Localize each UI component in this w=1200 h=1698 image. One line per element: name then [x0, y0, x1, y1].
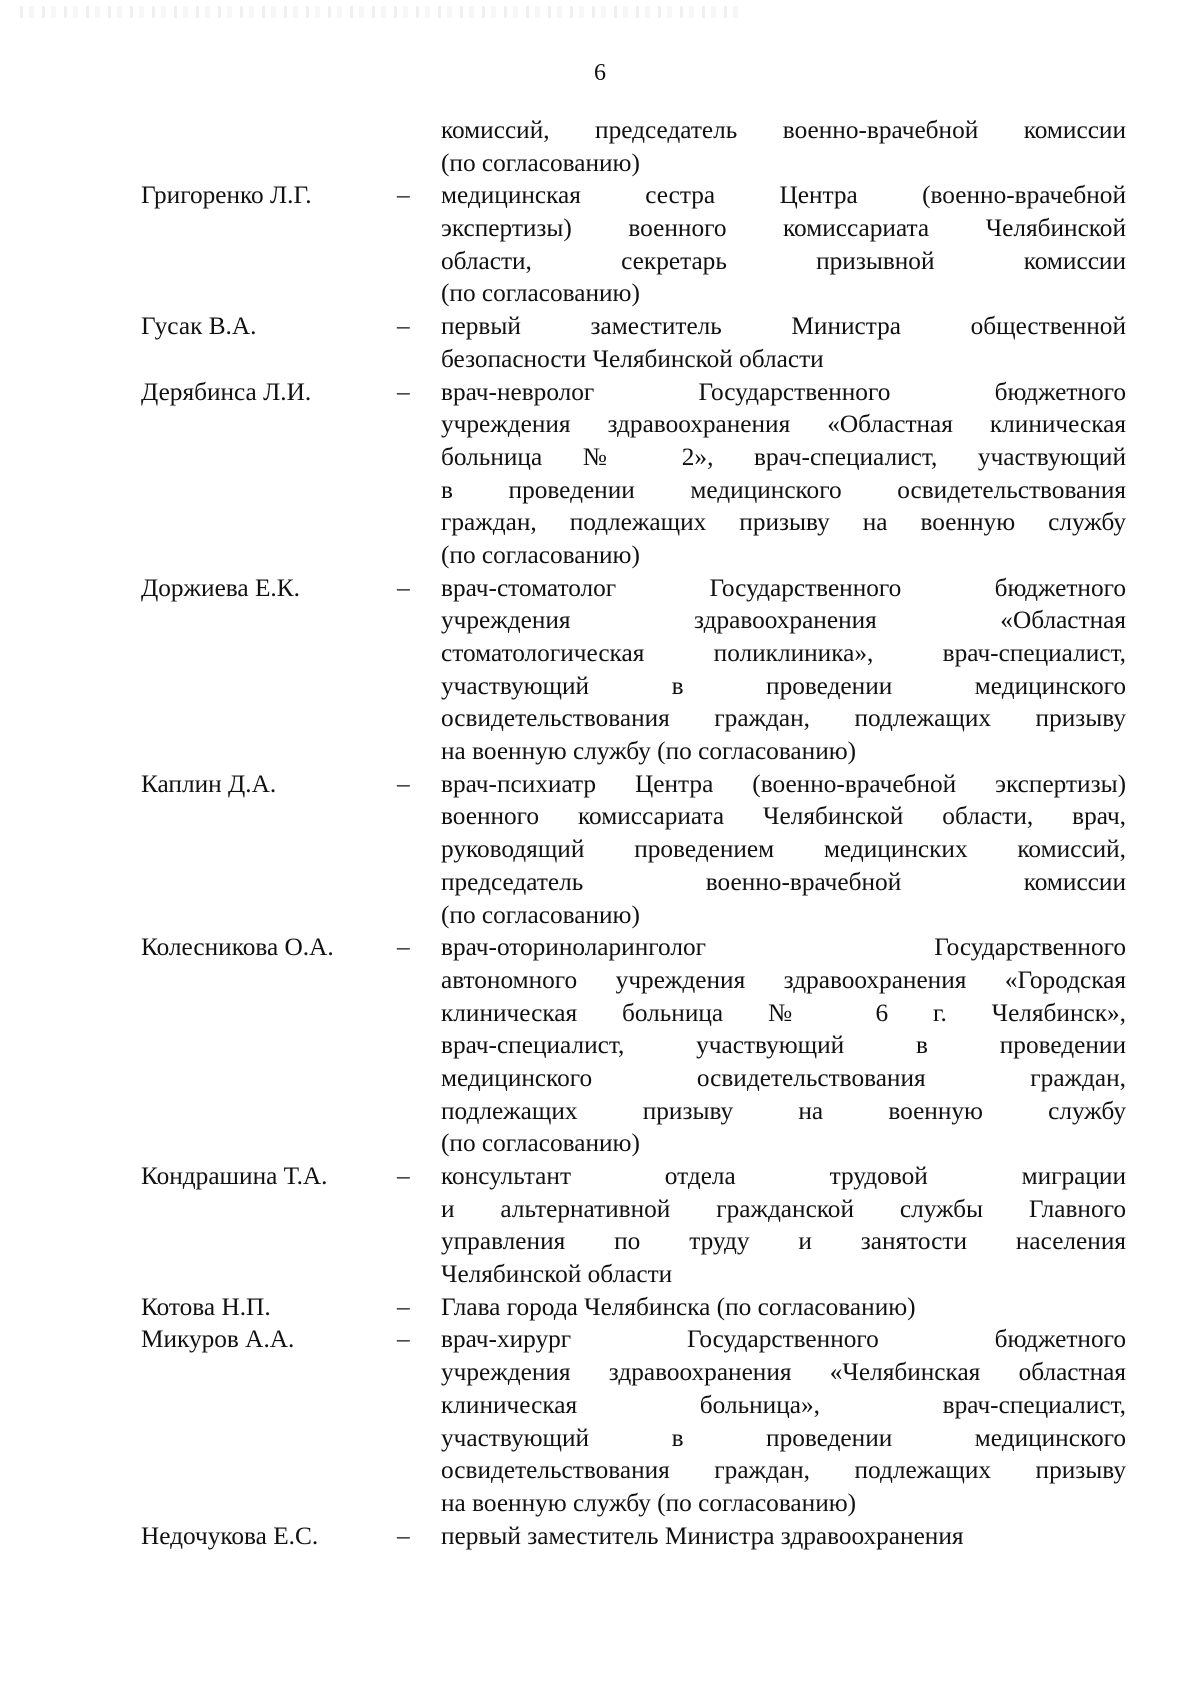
- description-line: председатель военно-врачебной комиссии: [441, 867, 1126, 896]
- member-description: [441, 931, 1126, 1160]
- entry-dash: –: [397, 573, 410, 602]
- description-line: комиссий, председатель военно-врачебной комиссии: [441, 116, 1126, 144]
- description-line: врач-оториноларинголог Государственного: [441, 933, 1126, 962]
- member-entry: [141, 179, 1126, 310]
- description-line: руководящий проведением медицинских комиссий,: [441, 835, 1126, 864]
- member-entry: [141, 1160, 1126, 1291]
- description-line: учреждения здравоохранения «Областная: [441, 606, 1126, 635]
- member-name: Котова Н.П.: [141, 1292, 271, 1321]
- member-description: [441, 114, 1126, 179]
- member-description: [441, 179, 1126, 310]
- entry-dash: –: [397, 769, 410, 798]
- member-name: Гусак В.А.: [141, 312, 257, 341]
- page-number: 6: [594, 60, 606, 86]
- description-line: автономного учреждения здравоохранения «Городская: [441, 965, 1126, 994]
- description-line: клиническая больница № 6 г. Челябинск»,: [441, 998, 1126, 1027]
- commission-member-list: [141, 114, 1126, 1552]
- description-line: врач-хирург Государственного бюджетного: [441, 1325, 1126, 1354]
- member-name: Колесникова О.А.: [141, 933, 334, 962]
- member-description: [441, 310, 1126, 375]
- description-line: Глава города Челябинска (по согласованию): [441, 1292, 916, 1321]
- description-line: (по согласованию): [441, 148, 640, 177]
- member-entry: [141, 376, 1126, 572]
- description-line: на военную службу (по согласованию): [441, 737, 857, 766]
- member-name: Дерябинса Л.И.: [141, 377, 312, 406]
- description-line: (по согласованию): [441, 900, 640, 929]
- description-line: врач-специалист, участвующий в проведении: [441, 1031, 1126, 1060]
- entry-dash: –: [397, 1292, 410, 1321]
- member-entry: [141, 1291, 1126, 1324]
- description-line: учреждения здравоохранения «Челябинская областная: [441, 1358, 1126, 1387]
- description-line: врач-невролог Государственного бюджетного: [441, 377, 1126, 406]
- description-line: медицинского освидетельствования граждан,: [441, 1063, 1126, 1092]
- member-description: [441, 572, 1126, 768]
- description-line: безопасности Челябинской области: [441, 344, 824, 373]
- description-line: подлежащих призыву на военную службу: [441, 1096, 1126, 1125]
- description-line: консультант отдела трудовой миграции: [441, 1162, 1126, 1190]
- description-line: больница № 2», врач-специалист, участвующий: [441, 442, 1126, 471]
- description-line: первый заместитель Министра здравоохранения: [441, 1521, 964, 1550]
- member-description: [441, 1160, 1126, 1291]
- description-line: управления по труду и занятости населения: [441, 1227, 1126, 1256]
- description-line: освидетельствования граждан, подлежащих призыву: [441, 704, 1126, 733]
- description-line: освидетельствования граждан, подлежащих призыву: [441, 1456, 1126, 1485]
- member-entry: [141, 768, 1126, 931]
- member-entry: [141, 1520, 1126, 1553]
- description-line: области, секретарь призывной комиссии: [441, 246, 1126, 275]
- description-line: граждан, подлежащих призыву на военную службу: [441, 508, 1126, 537]
- description-line: (по согласованию): [441, 540, 640, 569]
- description-line: стоматологическая поликлиника», врач-специалист,: [441, 639, 1126, 667]
- description-line: и альтернативной гражданской службы Главного: [441, 1194, 1126, 1223]
- description-line: Челябинской области: [441, 1260, 673, 1289]
- description-line: участвующий в проведении медицинского: [441, 671, 1126, 700]
- member-description: [441, 376, 1126, 572]
- member-entry: [141, 310, 1126, 375]
- description-line: врач-психиатр Центра (военно-врачебной экспертизы): [441, 769, 1126, 798]
- description-line: медицинская сестра Центра (военно-врачебной: [441, 181, 1126, 210]
- member-description: [441, 1323, 1126, 1519]
- member-entry: [141, 1323, 1126, 1519]
- member-name: Микуров А.А.: [141, 1325, 295, 1354]
- entry-dash: –: [397, 1325, 410, 1354]
- member-entry: [141, 931, 1126, 1160]
- description-line: первый заместитель Министра общественной: [441, 312, 1126, 341]
- entry-dash: –: [397, 377, 410, 406]
- description-line: на военную службу (по согласованию): [441, 1488, 857, 1517]
- entry-dash: –: [397, 933, 410, 962]
- entry-dash: –: [397, 312, 410, 341]
- member-description: [441, 1520, 1126, 1553]
- member-description: [441, 768, 1126, 931]
- description-line: экспертизы) военного комиссариата Челябинской: [441, 214, 1126, 243]
- entry-dash: –: [397, 1521, 410, 1550]
- description-line: военного комиссариата Челябинской области, врач,: [441, 802, 1126, 831]
- member-name: Доржиева Е.К.: [141, 573, 300, 602]
- description-line: (по согласованию): [441, 279, 640, 308]
- member-name: Григоренко Л.Г.: [141, 181, 312, 210]
- description-line: учреждения здравоохранения «Областная клиническая: [441, 410, 1126, 439]
- member-name: Кондрашина Т.А.: [141, 1162, 328, 1190]
- description-line: участвующий в проведении медицинского: [441, 1423, 1126, 1452]
- description-line: клиническая больница», врач-специалист,: [441, 1390, 1126, 1419]
- member-name: Каплин Д.А.: [141, 769, 277, 798]
- member-description: [441, 1291, 1126, 1324]
- member-name: Недочукова Е.С.: [141, 1521, 319, 1550]
- description-line: в проведении медицинского освидетельствования: [441, 475, 1126, 504]
- entry-dash: –: [397, 181, 410, 210]
- member-entry: [141, 572, 1126, 768]
- entry-dash: –: [397, 1162, 410, 1190]
- scan-artifact: [20, 6, 740, 18]
- description-line: врач-стоматолог Государственного бюджетного: [441, 573, 1126, 602]
- member-entry: [141, 114, 1126, 179]
- description-line: (по согласованию): [441, 1129, 640, 1158]
